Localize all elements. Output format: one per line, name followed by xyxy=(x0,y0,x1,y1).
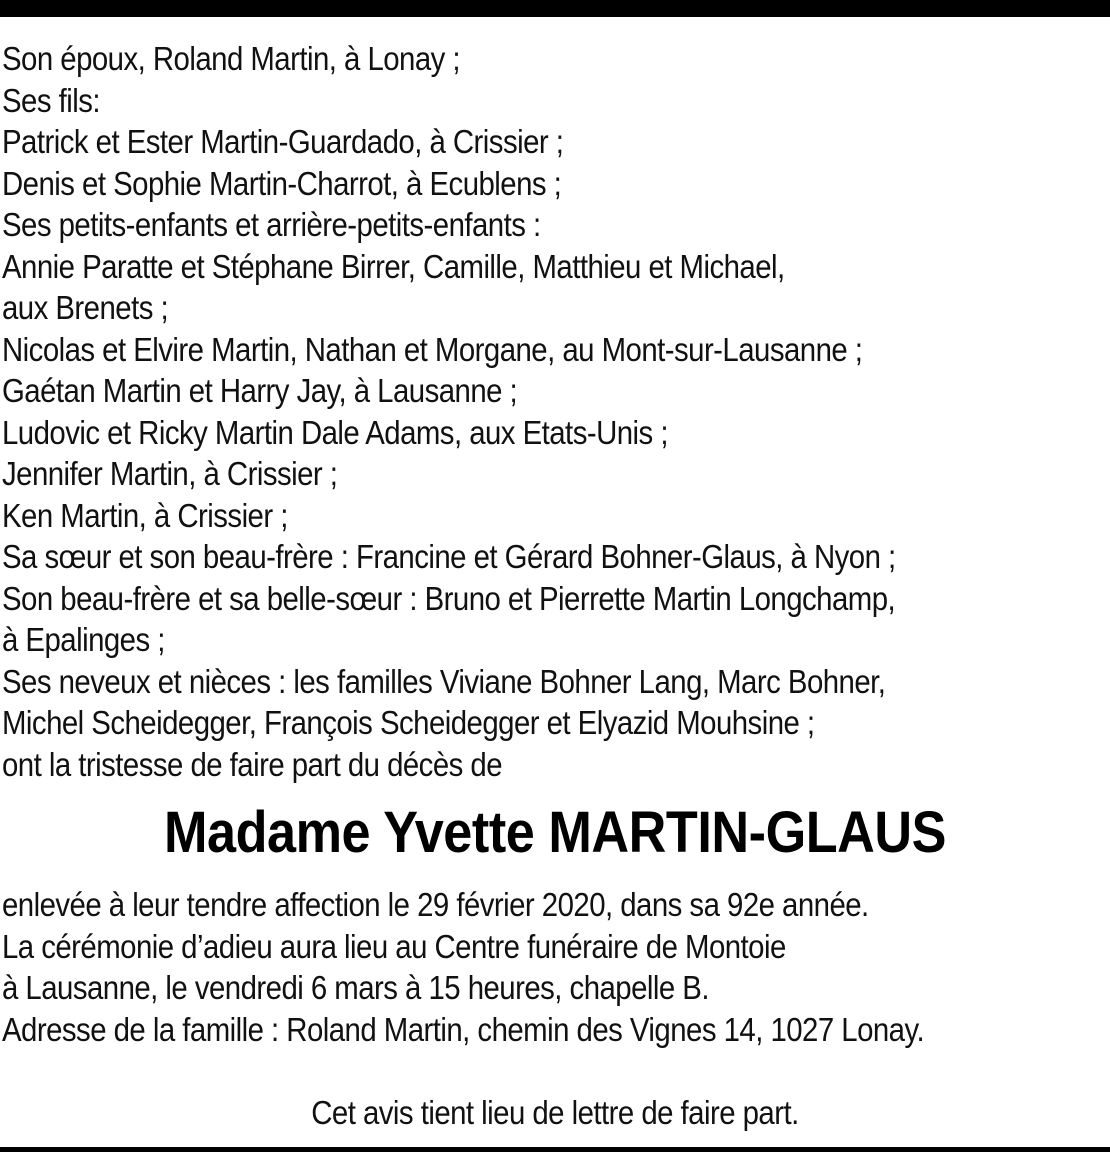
ceremony-details-block xyxy=(2,884,1108,1050)
detail-line: enlevée à leur tendre affection le 29 février 2020, dans sa 92e année. xyxy=(2,886,869,923)
family-line: Jennifer Martin, à Crissier ; xyxy=(2,455,338,492)
family-line: Son beau-frère et sa belle-sœur : Bruno et Pierrette Martin Longchamp, xyxy=(2,579,896,617)
closing-note: Cet avis tient lieu de lettre de faire part. xyxy=(311,1094,799,1131)
family-line: Ken Martin, à Crissier ; xyxy=(2,496,288,534)
detail-line: La cérémonie d’adieu aura lieu au Centre funéraire de Montoie xyxy=(2,927,786,965)
family-line: Michel Scheidegger, François Scheidegger et Elyazid Mouhsine ; xyxy=(2,704,815,741)
family-line: Nicolas et Elvire Martin, Nathan et Morgane, au Mont-sur-Lausanne ; xyxy=(2,330,863,368)
family-line: Ses fils: xyxy=(2,81,101,119)
family-line: ont la tristesse de faire part du décès de xyxy=(2,745,503,783)
family-line: Denis et Sophie Martin-Charrot, à Ecublens ; xyxy=(2,164,562,202)
family-line: Son époux, Roland Martin, à Lonay ; xyxy=(2,40,461,77)
family-line: Gaétan Martin et Harry Jay, à Lausanne ; xyxy=(2,372,518,409)
family-line: Annie Paratte et Stéphane Birrer, Camille, Matthieu et Michael, xyxy=(2,247,785,285)
family-line: Patrick et Ester Martin-Guardado, à Crissier ; xyxy=(2,123,564,160)
detail-line: Adresse de la famille : Roland Martin, chemin des Vignes 14, 1027 Lonay. xyxy=(2,1010,925,1048)
deceased-name-heading: Madame Yvette MARTIN-GLAUS xyxy=(163,800,947,865)
family-announcement-block xyxy=(2,38,1108,785)
family-line: Sa sœur et son beau-frère : Francine et Gérard Bohner-Glaus, à Nyon ; xyxy=(2,538,896,575)
family-line: Ses petits-enfants et arrière-petits-enfants : xyxy=(2,206,541,243)
detail-line: à Lausanne, le vendredi 6 mars à 15 heures, chapelle B. xyxy=(2,969,709,1006)
family-line: Ses neveux et nièces : les familles Viviane Bohner Lang, Marc Bohner, xyxy=(2,662,886,700)
family-line: à Epalinges ; xyxy=(2,621,165,658)
bottom-border-rule xyxy=(0,1147,1110,1152)
top-border-rule xyxy=(0,0,1110,17)
family-line: Ludovic et Ricky Martin Dale Adams, aux Etats-Unis ; xyxy=(2,413,668,451)
family-line: aux Brenets ; xyxy=(2,289,169,326)
